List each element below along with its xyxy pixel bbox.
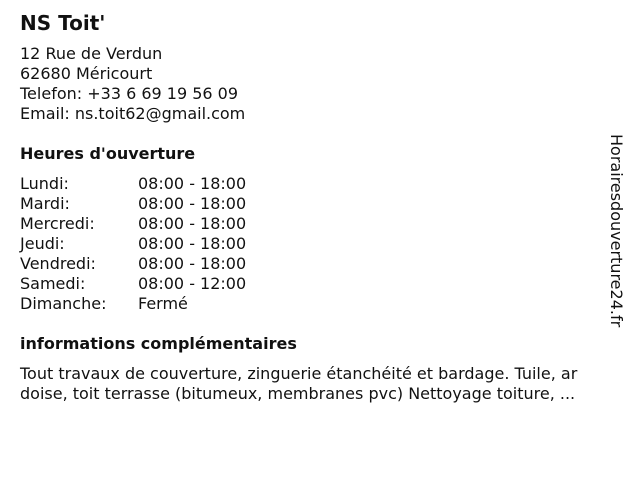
time-range: 08:00 - 18:00 [138,194,247,213]
hours-row-saturday [20,274,246,294]
hours-row-friday [20,254,246,274]
hours-table [20,174,246,314]
address-street: 12 Rue de Verdun [20,44,163,63]
contact-block [20,44,245,124]
day-label: Jeudi: [20,234,65,253]
hours-heading: Heures d'ouverture [20,144,196,163]
time-range: 08:00 - 18:00 [138,214,247,233]
business-name: NS Toit' [20,11,106,35]
hours-row-tuesday [20,194,246,214]
day-label: Vendredi: [20,254,96,273]
day-label: Dimanche: [20,294,107,313]
time-range: 08:00 - 18:00 [138,234,247,253]
address-city: 62680 Méricourt [20,64,153,83]
time-range: 08:00 - 18:00 [138,254,247,273]
hours-row-thursday [20,234,246,254]
time-range: 08:00 - 18:00 [138,174,247,193]
hours-row-wednesday [20,214,246,234]
time-range: Fermé [138,294,188,313]
time-range: 08:00 - 12:00 [138,274,247,293]
hours-row-monday [20,174,246,194]
day-label: Samedi: [20,274,86,293]
info-line: doise, toit terrasse (bitumeux, membranes pvc) Nettoyage toiture, ... [20,384,576,403]
info-line: Tout travaux de couverture, zinguerie étanchéité et bardage. Tuile, ar [20,364,578,383]
info-description [20,364,632,404]
info-heading: informations complémentaires [20,334,297,353]
site-watermark: Horairesdouverture24.fr [607,134,626,328]
phone-number: Telefon: +33 6 69 19 56 09 [20,84,239,103]
hours-row-sunday [20,294,246,314]
day-label: Lundi: [20,174,69,193]
day-label: Mardi: [20,194,70,213]
day-label: Mercredi: [20,214,95,233]
email-address: Email: ns.toit62@gmail.com [20,104,246,123]
